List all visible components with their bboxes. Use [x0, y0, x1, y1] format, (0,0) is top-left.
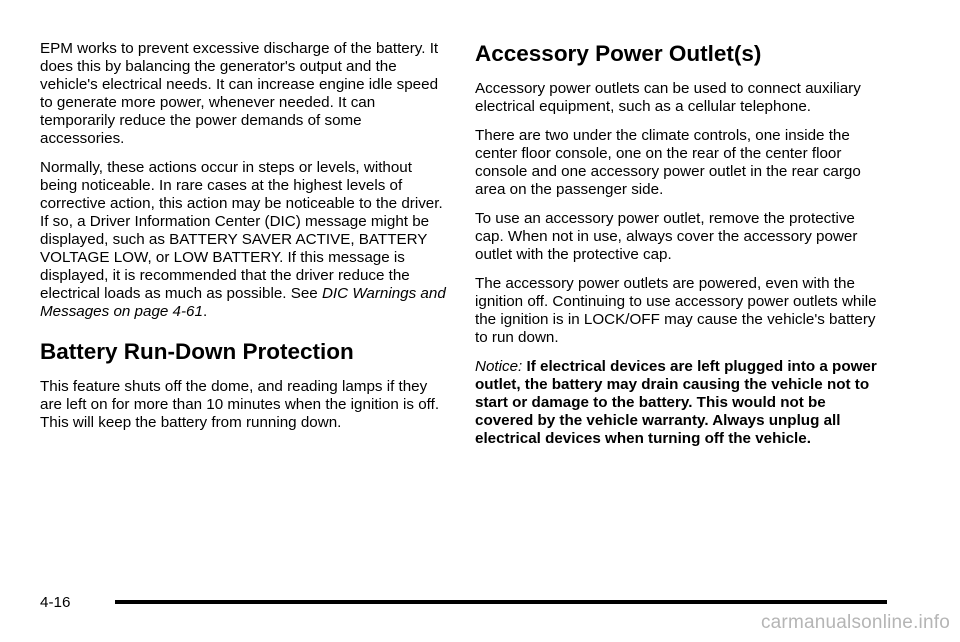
outlet-usage-paragraph: To use an accessory power outlet, remove the protective cap. When not in use, always cover the accessory power outlet with the protective cap.: [475, 210, 858, 263]
epm-actions-paragraph: [40, 159, 450, 321]
footer-rule: [115, 600, 887, 604]
notice-paragraph: [475, 358, 885, 448]
epm-paragraph: EPM works to prevent excessive discharge of the battery. It does this by balancing the generator's output and the vehicle's electrical needs. It can increase engine idle speed to generate more power, whenever needed. It can temporarily reduce the power demands of some accessories.: [40, 40, 439, 147]
epm-actions-end: .: [202, 303, 208, 320]
outlet-intro-paragraph: Accessory power outlets can be used to connect auxiliary electrical equipment, such as a cellular telephone.: [475, 80, 861, 115]
right-column: [475, 40, 885, 459]
notice-text: If electrical devices are left plugged into a power outlet, the battery may drain causing the vehicle not to start or damage to the battery. This would not be covered by the vehicle warranty. Always unplug all electrical devices when turning off the vehicle.: [475, 358, 877, 447]
accessory-outlet-heading: Accessory Power Outlet(s): [475, 41, 762, 66]
page-number: 4-16: [40, 594, 71, 611]
epm-actions-text: Normally, these actions occur in steps or levels, without being noticeable. In rare cases at the highest levels of corrective action, this action may be noticeable to the driver. If so, a Driver Information Center (DIC) message might be displayed, such as BATTERY SAVER ACTIVE, BATTERY VOLTAGE LOW, or LOW BATTERY. If this message is displayed, it is recommended that the driver reduce the electrical loads as much as possible. See: [40, 159, 443, 302]
battery-rundown-paragraph: This feature shuts off the dome, and reading lamps if they are left on for more than 10 minutes when the ignition is off. This will keep the battery from running down.: [40, 378, 440, 431]
watermark: carmanualsonline.info: [760, 612, 950, 633]
left-column: [40, 40, 450, 443]
dic-warnings-reference: DIC Warnings and Messages on page 4‑61: [40, 285, 446, 320]
outlet-locations-paragraph: There are two under the climate controls, one inside the center floor console, one on the rear of the center floor console and one accessory power outlet in the rear cargo area on the passenger side.: [475, 127, 861, 198]
outlet-power-paragraph: The accessory power outlets are powered, even with the ignition off. Continuing to use accessory power outlets while the ignition is in LOCK/OFF may cause the vehicle's battery to run down.: [475, 275, 877, 346]
notice-label: Notice:: [475, 358, 523, 375]
battery-rundown-heading: Battery Run-Down Protection: [40, 339, 354, 364]
